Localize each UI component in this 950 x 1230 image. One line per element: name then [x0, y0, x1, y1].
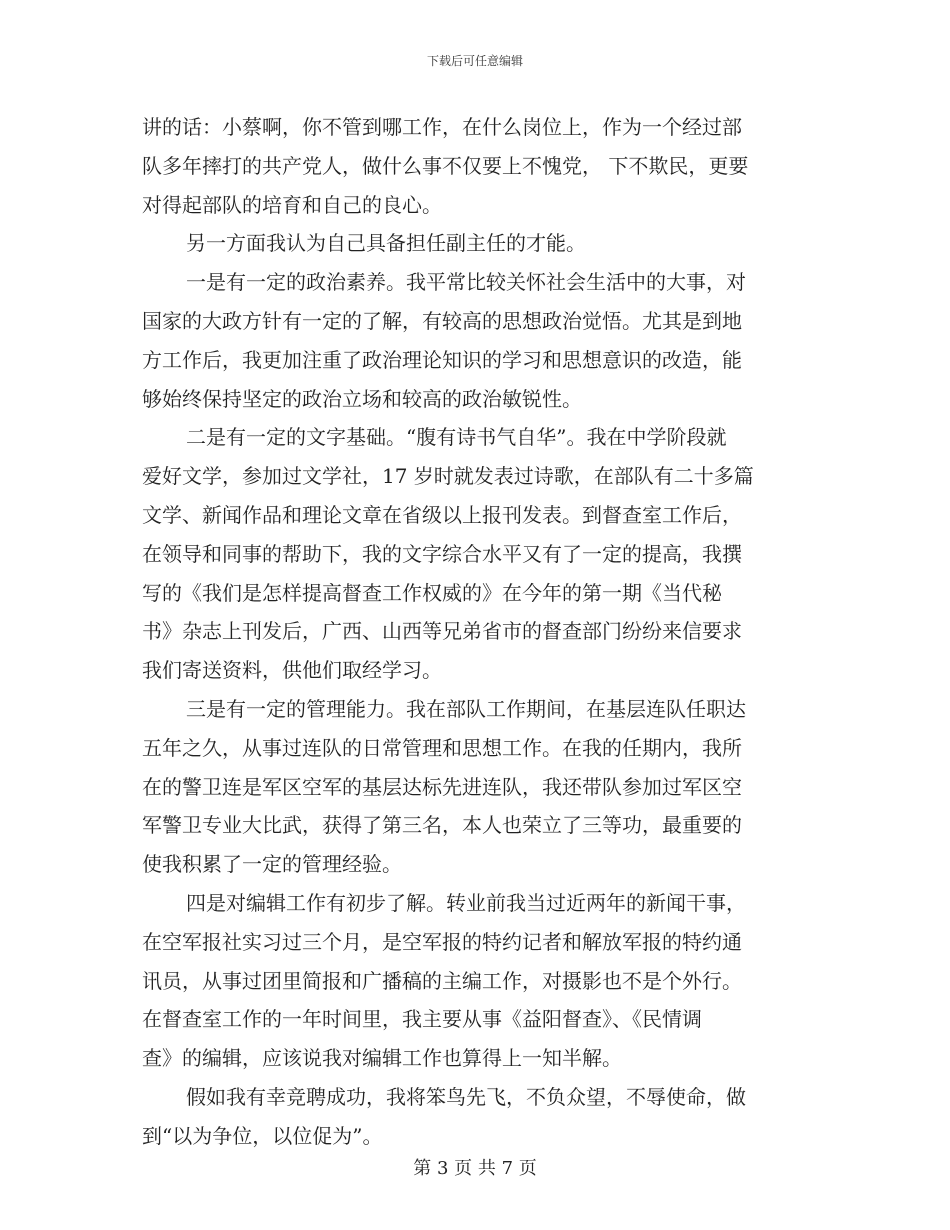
- text-line: 三是有一定的管理能力。我在部队工作期间，在基层连队任职达: [186, 696, 746, 721]
- text-line: 一是有一定的政治素养。我平常比较关怀社会生活中的大事，对: [186, 270, 746, 295]
- text-line: 写的《我们是怎样提高督查工作权威的》在今年的第一期《当代秘: [142, 580, 722, 605]
- page-header-note: 下载后可任意编辑: [426, 54, 523, 68]
- text-line: 讯员，从事过团里简报和广播稿的主编工作，对摄影也不是个外行。: [142, 968, 742, 993]
- text-line: 在的警卫连是军区空军的基层达标先进连队，我还带队参加过军区空: [142, 774, 742, 799]
- document-body: [142, 108, 810, 1156]
- text-line: 方工作后，我更加注重了政治理论知识的学习和思想意识的改造，能: [142, 347, 742, 372]
- text-line: 到“以为争位，以位促为”。: [142, 1123, 383, 1148]
- text-line: 爱好文学，参加过文学社，17 岁时就发表过诗歌，在部队有二十多篇: [142, 464, 754, 489]
- text-line: 军警卫专业大比武，获得了第三名，本人也荣立了三等功，最重要的: [142, 813, 742, 838]
- text-line: 书》杂志上刊发后，广西、山西等兄弟省市的督查部门纷纷来信要求: [142, 619, 742, 644]
- text-line: 在督查室工作的一年时间里，我主要从事《益阳督查》、《民情调: [142, 1007, 702, 1032]
- text-line: 使我积累了一定的管理经验。: [142, 852, 402, 877]
- text-line: 假如我有幸竞聘成功，我将笨鸟先飞，不负众望，不辱使命，做: [186, 1084, 746, 1109]
- text-line: 对得起部队的培育和自己的良心。: [142, 192, 442, 217]
- text-line: 四是对编辑工作有初步了解。转业前我当过近两年的新闻干事，: [186, 890, 746, 915]
- text-line: 我们寄送资料，供他们取经学习。: [142, 658, 442, 683]
- text-line: 文学、新闻作品和理论文章在省级以上报刊发表。到督查室工作后，: [142, 502, 742, 527]
- text-line: 在领导和同事的帮助下，我的文字综合水平又有了一定的提高，我撰: [142, 541, 742, 566]
- page-number: 第 3 页 共 7 页: [413, 1158, 537, 1179]
- text-line: 在空军报社实习过三个月，是空军报的特约记者和解放军报的特约通: [142, 929, 742, 954]
- text-line: 另一方面我认为自己具备担任副主任的才能。: [186, 231, 586, 256]
- text-line: 查》的编辑，应该说我对编辑工作也算得上一知半解。: [142, 1046, 622, 1071]
- text-line: 队多年摔打的共产党人，做什么事不仅要上不愧党， 下不欺民，更要: [142, 153, 749, 178]
- text-line: 二是有一定的文字基础。“腹有诗书气自华”。我在中学阶段就: [186, 425, 727, 450]
- text-line: 够始终保持坚定的政治立场和较高的政治敏锐性。: [142, 386, 582, 411]
- text-line: 国家的大政方针有一定的了解，有较高的思想政治觉悟。尤其是到地: [142, 308, 742, 333]
- text-line: 讲的话：小蔡啊，你不管到哪工作，在什么岗位上，作为一个经过部: [142, 115, 742, 139]
- text-line: 五年之久，从事过连队的日常管理和思想工作。在我的任期内，我所: [142, 735, 742, 760]
